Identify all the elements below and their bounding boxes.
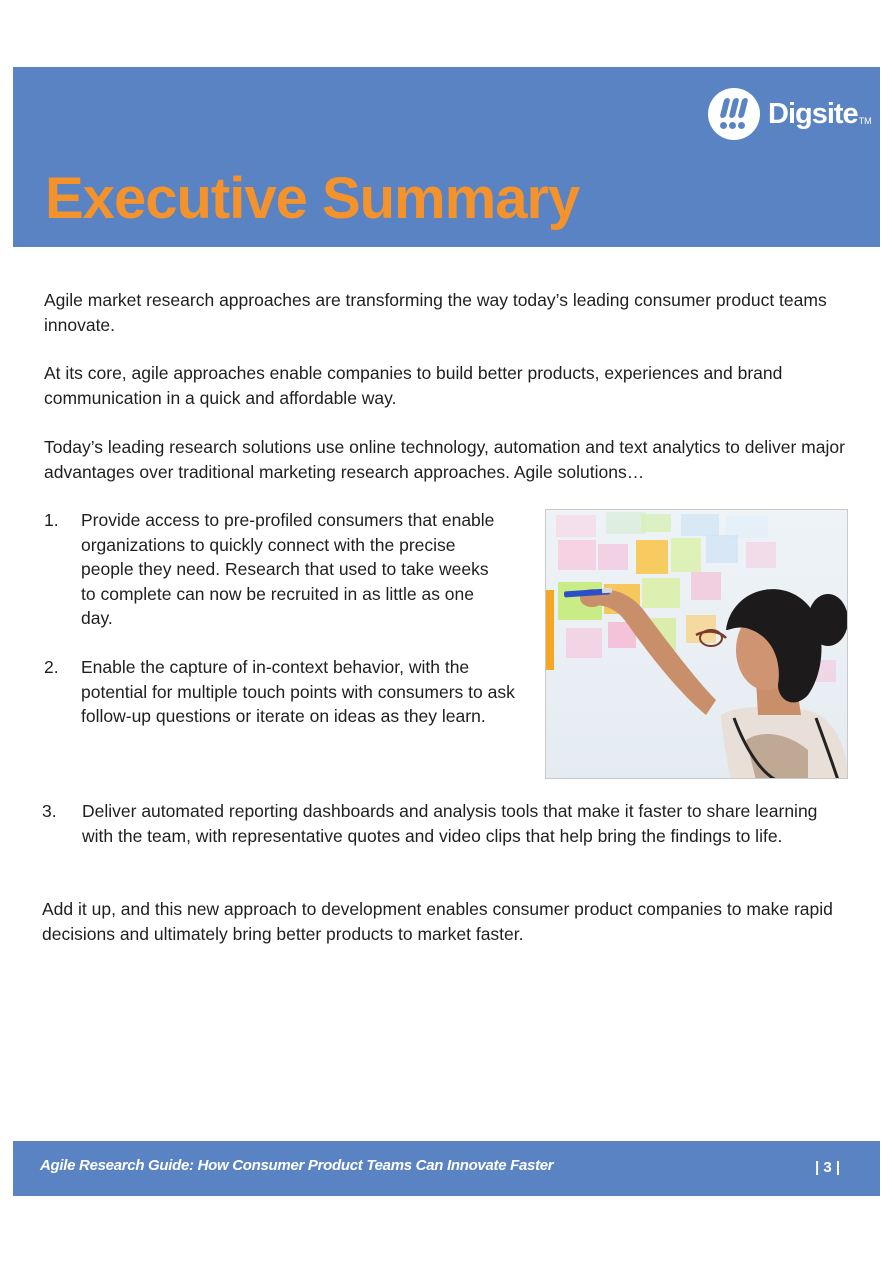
list-item-number: 2. [44,657,59,677]
logo-text: Digsite [768,97,858,130]
page-title: Executive Summary [45,166,580,231]
photo-illustration [546,510,848,779]
list-item-text: Enable the capture of in-context behavior, with the potential for multiple touch points with consumers to ask follow-up questions or iterate on ideas as they learn. [81,657,515,726]
footer-page-number: | 3 | [815,1159,841,1176]
list-item-number: 3. [42,801,57,821]
digsite-logo-mark-icon [708,88,760,140]
intro-paragraph-3: Today’s leading research solutions use online technology, automation and text analytics to deliver major advantages over traditional marketing research approaches. Agile solutions… [44,437,845,482]
woman-writing-sticky-notes-photo [545,509,848,779]
list-item-text: Provide access to pre-profiled consumers that enable organizations to quickly connect with the precise people they need. Research that used to take weeks to complete can now be recruited in as little as one day. [81,510,495,628]
intro-paragraph-2: At its core, agile approaches enable companies to build better products, experiences and brand communication in a quick and affordable way. [44,363,783,408]
conclusion-paragraph: Add it up, and this new approach to development enables consumer product companies to make rapid decisions and ultimately bring better products to market faster. [42,899,833,944]
digsite-logo [708,86,872,142]
logo-trademark: TM [858,116,872,126]
intro-paragraph-1: Agile market research approaches are transforming the way today’s leading consumer product teams innovate. [44,290,827,335]
list-item-number: 1. [44,510,59,530]
list-item-text: Deliver automated reporting dashboards and analysis tools that make it faster to share learning with the team, with representative quotes and video clips that help bring the findings to life. [82,801,818,846]
footer-guide-title: Agile Research Guide: How Consumer Product Teams Can Innovate Faster [40,1157,554,1174]
